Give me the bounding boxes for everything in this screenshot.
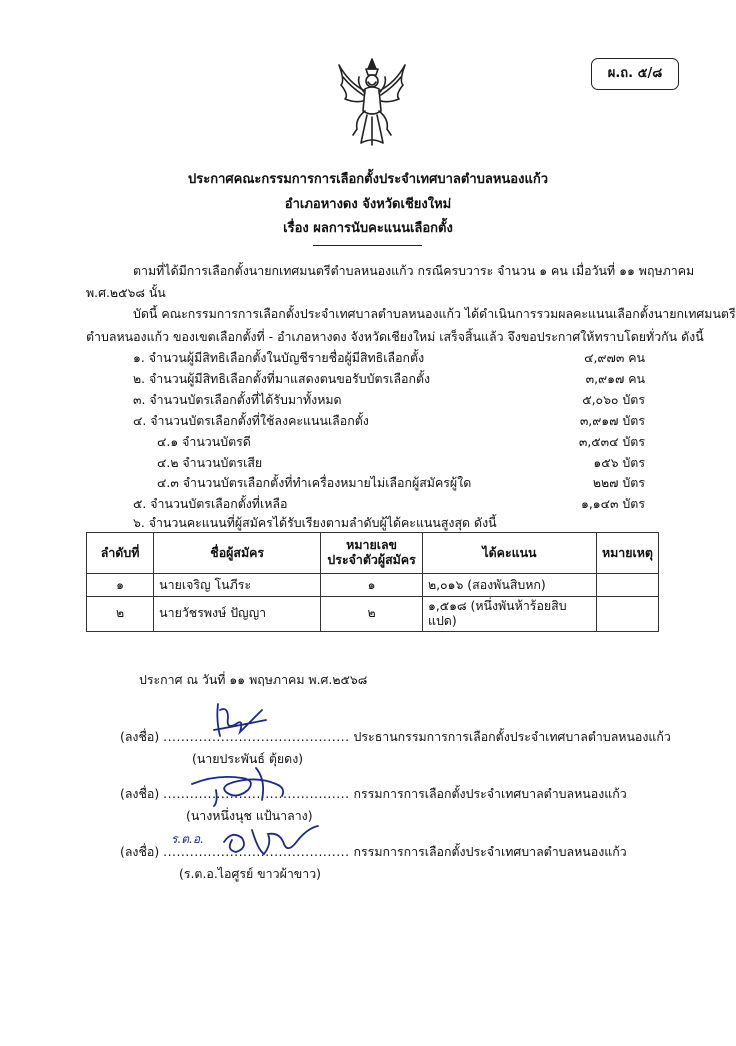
form-code: ผ.ถ. ๕/๘ (591, 58, 679, 90)
item-label: ๓. จำนวนบัตรเลือกตั้งที่ได้รับมาทั้งหมด (133, 392, 342, 407)
announcement-title: ประกาศคณะกรรมการการเลือกตั้งประจำเทศบาลตำบลหนองแก้ว (187, 172, 548, 187)
item-label: ๖. จำนวนคะแนนที่ผู้สมัครได้รับเรียงตามลำดับผู้ได้คะแนนสูงสุด ดังนี้ (133, 515, 497, 530)
cell-rank: ๒ (87, 597, 154, 632)
item-label: ๔. จำนวนบัตรเลือกตั้งที่ใช้ลงคะแนนเลือกตั้ง (133, 413, 369, 428)
table-row (87, 574, 659, 597)
header-number-line2: ประจำตัวผู้สมัคร (327, 552, 416, 567)
sign-label: (ลงชื่อ) (120, 844, 160, 859)
item-value: ๓,๙๑๗ บัตร (579, 413, 645, 428)
subject-line: เรื่อง ผลการนับคะแนนเลือกตั้ง (283, 221, 453, 236)
handwritten-signature-1 (206, 700, 276, 746)
sign-label: (ลงชื่อ) (120, 786, 160, 801)
item-label: ๒. จำนวนผู้มีสิทธิเลือกตั้งที่มาแสดงตนขอรับบัตรเลือกตั้ง (133, 371, 431, 386)
intro-paragraph-1: ตามที่ได้มีการเลือกตั้งนายกเทศมนตรีตำบลหนองแก้ว กรณีครบวาระ จำนวน ๑ คน เมื่อวันที่ ๑๑ พฤษภาคม (133, 263, 695, 278)
item-value: ๒๒๗ บัตร (592, 475, 645, 490)
signer-name-3: (ร.ต.อ.ไอศูรย์ ขาวผ้าขาว) (179, 866, 322, 881)
sign-role: กรรมการการเลือกตั้งประจำเทศบาลตำบลหนองแก้ว (353, 844, 627, 859)
item-value: ๓,๕๓๔ บัตร (578, 434, 645, 449)
header-rank: ลำดับที่ (87, 533, 154, 574)
intro-paragraph-2-cont: ตำบลหนองแก้ว ของเขตเลือกตั้งที่ - อำเภอหางดง จังหวัดเชียงใหม่ เสร็จสิ้นแล้ว จึงขอประกาศให้ทราบโดยทั่วกัน ดังนี้ (86, 329, 704, 344)
sign-label: (ลงชื่อ) (120, 729, 160, 744)
cell-score: ๒,๐๑๖ (สองพันสิบหก) (422, 574, 596, 597)
cell-note (596, 597, 658, 632)
handwritten-initials: ร.ต.อ. (171, 832, 204, 846)
item-label: ๕. จำนวนบัตรเลือกตั้งที่เหลือ (133, 496, 288, 511)
cell-note (596, 574, 658, 597)
header-score: ได้คะแนน (422, 533, 596, 574)
cell-name: นายวัชรพงษ์ ปัญญา (154, 597, 321, 632)
sign-role: กรรมการการเลือกตั้งประจำเทศบาลตำบลหนองแก้ว (353, 786, 627, 801)
signature-line-1 (120, 730, 671, 745)
intro-paragraph-2: บัดนี้ คณะกรรมการการเลือกตั้งประจำเทศบาลตำบลหนองแก้ว ได้ดำเนินการรวมผลคะแนนเลือกตั้งนายกเทศมนตรี (133, 306, 736, 321)
cell-score: ๑,๕๑๘ (หนึ่งพันห้าร้อยสิบแปด) (422, 597, 596, 632)
handwritten-signature-3 (218, 820, 328, 866)
item-value: ๔,๙๗๓ คน (584, 350, 645, 365)
item-value: ๓,๙๑๗ คน (585, 371, 645, 386)
signature-line-3 (120, 845, 627, 860)
announcement-date: ประกาศ ณ วันที่ ๑๑ พฤษภาคม พ.ศ.๒๕๖๘ (139, 672, 368, 687)
handwritten-signature-2 (186, 760, 306, 810)
table-row (87, 597, 659, 632)
cell-name: นายเจริญ โนภีระ (154, 574, 321, 597)
title-divider (313, 245, 422, 246)
district-province: อำเภอหางดง จังหวัดเชียงใหม่ (284, 197, 452, 212)
header-name: ชื่อผู้สมัคร (154, 533, 321, 574)
header-number-line1: หมายเลข (346, 537, 398, 553)
header-note: หมายเหตุ (596, 533, 658, 574)
garuda-emblem-icon (335, 55, 409, 151)
sign-dots: .......................................... (163, 786, 350, 801)
cell-number: ๑ (321, 574, 423, 597)
sign-role: ประธานกรรมการการเลือกตั้งประจำเทศบาลตำบลหนองแก้ว (353, 729, 671, 744)
sign-dots: .......................................... (163, 844, 350, 859)
item-value: ๕,๐๖๐ บัตร (582, 392, 645, 407)
item-label: ๔.๒ จำนวนบัตรเสีย (157, 455, 263, 470)
cell-rank: ๑ (87, 574, 154, 597)
item-label: ๔.๑ จำนวนบัตรดี (157, 434, 251, 449)
sign-dots: .......................................... (163, 729, 350, 744)
signer-name-1: (นายประพันธ์ ตุ้ยดง) (192, 751, 304, 766)
item-value: ๑๕๖ บัตร (593, 455, 645, 470)
intro-paragraph-1-cont: พ.ศ.๒๕๖๘ นั้น (86, 285, 166, 300)
signer-name-2: (นางหนึ่งนุช แป้นาลาง) (186, 808, 313, 823)
cell-number: ๒ (321, 597, 423, 632)
results-table (86, 532, 659, 632)
item-label: ๔.๓ จำนวนบัตรเลือกตั้งที่ทำเครื่องหมายไม่เลือกผู้สมัครผู้ใด (157, 475, 472, 490)
item-label: ๑. จำนวนผู้มีสิทธิเลือกตั้งในบัญชีรายชื่อผู้มีสิทธิเลือกตั้ง (133, 350, 425, 365)
table-header-row (87, 533, 659, 574)
item-value: ๑,๑๔๓ บัตร (580, 496, 645, 511)
header-number (321, 533, 423, 574)
